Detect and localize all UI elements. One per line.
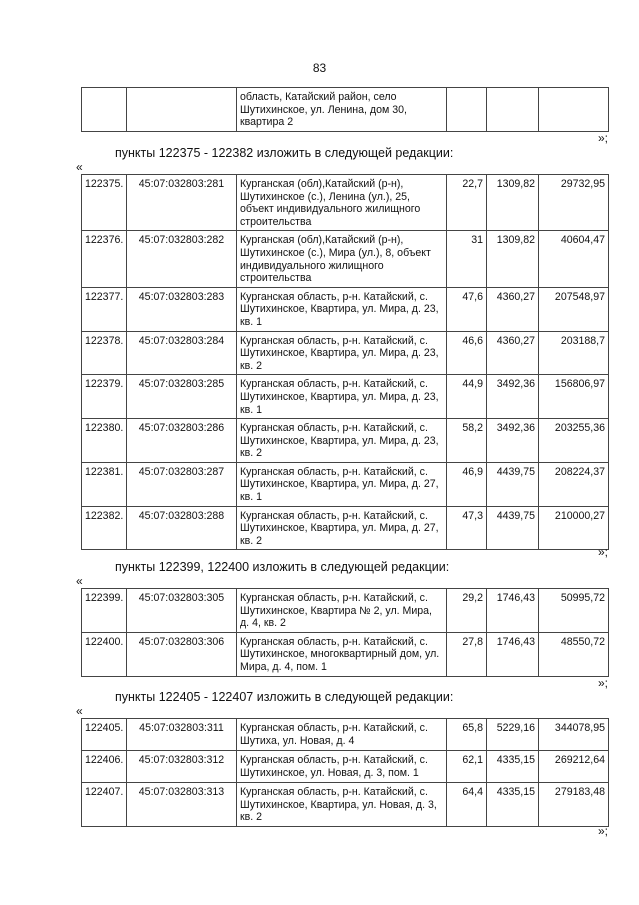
area: 47,6 <box>447 287 487 331</box>
data-table <box>81 588 609 677</box>
address: Курганская область, р-н. Катайский, с. Шутихинское, многоквартирный дом, ул. Мира, д. 4, пом. 1 <box>237 632 447 676</box>
cadastral-number: 45:07:032803:306 <box>127 632 237 676</box>
address: Курганская область, р-н. Катайский, с. Шутихинское, Квартира, ул. Мира, д. 23, кв. 2 <box>237 331 447 375</box>
area: 64,4 <box>447 783 487 827</box>
unit-price: 1309,82 <box>487 175 539 231</box>
cadastral-number: 45:07:032803:313 <box>127 783 237 827</box>
address: Курганская (обл),Катайский (р-н), Шутихинское (с.), Ленина (ул.), 25, объект индивидуального жилищного строительства <box>237 175 447 231</box>
area: 44,9 <box>447 375 487 419</box>
row-number: 122377. <box>82 287 127 331</box>
row-number: 122379. <box>82 375 127 419</box>
table-row <box>82 589 609 633</box>
address: Курганская область, р-н. Катайский, с. Шутихинское, Квартира № 2, ул. Мира, д. 4, кв. 2 <box>237 589 447 633</box>
area: 65,8 <box>447 719 487 751</box>
row-number: 122380. <box>82 419 127 463</box>
closing-quote: »; <box>597 824 608 838</box>
address: Курганская (обл),Катайский (р-н), Шутихинское (с.), Мира (ул.), 8, объект индивидуального жилищного строительства <box>237 231 447 287</box>
address: область, Катайский район, село Шутихинское, ул. Ленина, дом 30, квартира 2 <box>237 88 447 132</box>
data-table <box>81 174 609 550</box>
unit-price <box>487 88 539 132</box>
section-intro: пункты 122399, 122400 изложить в следующей редакции: <box>115 560 450 574</box>
row-number: 122407. <box>82 783 127 827</box>
address: Курганская область, р-н. Катайский, с. Шутихинское, Квартира, ул. Мира, д. 27, кв. 2 <box>237 506 447 550</box>
row-number <box>82 88 127 132</box>
table-row <box>82 231 609 287</box>
cadastral-number: 45:07:032803:281 <box>127 175 237 231</box>
address: Курганская область, р-н. Катайский, с. Шутихинское, Квартира, ул. Новая, д. 3, кв. 2 <box>237 783 447 827</box>
continuation-table <box>81 87 609 132</box>
section-intro: пункты 122405 - 122407 изложить в следующей редакции: <box>115 690 454 704</box>
area: 46,6 <box>447 331 487 375</box>
row-number: 122375. <box>82 175 127 231</box>
area: 46,9 <box>447 462 487 506</box>
cadastral-value: 208224,37 <box>539 462 609 506</box>
table-row <box>82 419 609 463</box>
row-number: 122378. <box>82 331 127 375</box>
table-row <box>82 719 609 751</box>
cadastral-value: 279183,48 <box>539 783 609 827</box>
cadastral-number: 45:07:032803:287 <box>127 462 237 506</box>
cadastral-value: 48550,72 <box>539 632 609 676</box>
unit-price: 1746,43 <box>487 589 539 633</box>
unit-price: 4439,75 <box>487 506 539 550</box>
unit-price: 1309,82 <box>487 231 539 287</box>
table-row <box>82 375 609 419</box>
cadastral-value: 203188,7 <box>539 331 609 375</box>
address: Курганская область, р-н. Катайский, с. Шутихинское, Квартира, ул. Мира, д. 27, кв. 1 <box>237 462 447 506</box>
unit-price: 5229,16 <box>487 719 539 751</box>
opening-quote: « <box>76 160 83 174</box>
opening-quote: « <box>76 574 83 588</box>
page-number: 83 <box>312 61 327 75</box>
area: 22,7 <box>447 175 487 231</box>
address: Курганская область, р-н. Катайский, с. Шутихинское, ул. Новая, д. 3, пом. 1 <box>237 751 447 783</box>
cadastral-number: 45:07:032803:288 <box>127 506 237 550</box>
section-intro: пункты 122375 - 122382 изложить в следующей редакции: <box>115 146 454 160</box>
area: 29,2 <box>447 589 487 633</box>
cadastral-number: 45:07:032803:284 <box>127 331 237 375</box>
cadastral-value: 269212,64 <box>539 751 609 783</box>
cadastral-number: 45:07:032803:286 <box>127 419 237 463</box>
table-row <box>82 783 609 827</box>
cadastral-value: 203255,36 <box>539 419 609 463</box>
address: Курганская область, р-н. Катайский, с. Шутихинское, Квартира, ул. Мира, д. 23, кв. 1 <box>237 287 447 331</box>
cadastral-number: 45:07:032803:282 <box>127 231 237 287</box>
cadastral-value: 344078,95 <box>539 719 609 751</box>
data-table <box>81 718 609 827</box>
table-row <box>82 88 609 132</box>
closing-quote: »; <box>597 131 608 145</box>
cadastral-number: 45:07:032803:312 <box>127 751 237 783</box>
table-row <box>82 175 609 231</box>
address: Курганская область, р-н. Катайский, с. Шутихинское, Квартира, ул. Мира, д. 23, кв. 2 <box>237 419 447 463</box>
row-number: 122381. <box>82 462 127 506</box>
opening-quote: « <box>76 704 83 718</box>
row-number: 122405. <box>82 719 127 751</box>
cadastral-value: 207548,97 <box>539 287 609 331</box>
row-number: 122376. <box>82 231 127 287</box>
table-row <box>82 462 609 506</box>
cadastral-value: 210000,27 <box>539 506 609 550</box>
table-row <box>82 751 609 783</box>
area: 62,1 <box>447 751 487 783</box>
unit-price: 4360,27 <box>487 287 539 331</box>
row-number: 122399. <box>82 589 127 633</box>
cadastral-number: 45:07:032803:305 <box>127 589 237 633</box>
cadastral-value: 50995,72 <box>539 589 609 633</box>
closing-quote: »; <box>597 676 608 690</box>
cadastral-number: 45:07:032803:285 <box>127 375 237 419</box>
row-number: 122382. <box>82 506 127 550</box>
cadastral-value: 40604,47 <box>539 231 609 287</box>
cadastral-value: 29732,95 <box>539 175 609 231</box>
area: 31 <box>447 231 487 287</box>
table-row <box>82 506 609 550</box>
unit-price: 3492,36 <box>487 419 539 463</box>
row-number: 122400. <box>82 632 127 676</box>
address: Курганская область, р-н. Катайский, с. Шутихинское, Квартира, ул. Мира, д. 23, кв. 1 <box>237 375 447 419</box>
unit-price: 4439,75 <box>487 462 539 506</box>
area: 58,2 <box>447 419 487 463</box>
area <box>447 88 487 132</box>
cadastral-value: 156806,97 <box>539 375 609 419</box>
cadastral-value <box>539 88 609 132</box>
table-row <box>82 632 609 676</box>
unit-price: 4360,27 <box>487 331 539 375</box>
table-row <box>82 331 609 375</box>
unit-price: 1746,43 <box>487 632 539 676</box>
cadastral-number <box>127 88 237 132</box>
unit-price: 3492,36 <box>487 375 539 419</box>
area: 27,8 <box>447 632 487 676</box>
unit-price: 4335,15 <box>487 783 539 827</box>
address: Курганская область, р-н. Катайский, с. Шутиха, ул. Новая, д. 4 <box>237 719 447 751</box>
closing-quote: »; <box>597 545 608 559</box>
row-number: 122406. <box>82 751 127 783</box>
cadastral-number: 45:07:032803:311 <box>127 719 237 751</box>
unit-price: 4335,15 <box>487 751 539 783</box>
cadastral-number: 45:07:032803:283 <box>127 287 237 331</box>
table-row <box>82 287 609 331</box>
area: 47,3 <box>447 506 487 550</box>
